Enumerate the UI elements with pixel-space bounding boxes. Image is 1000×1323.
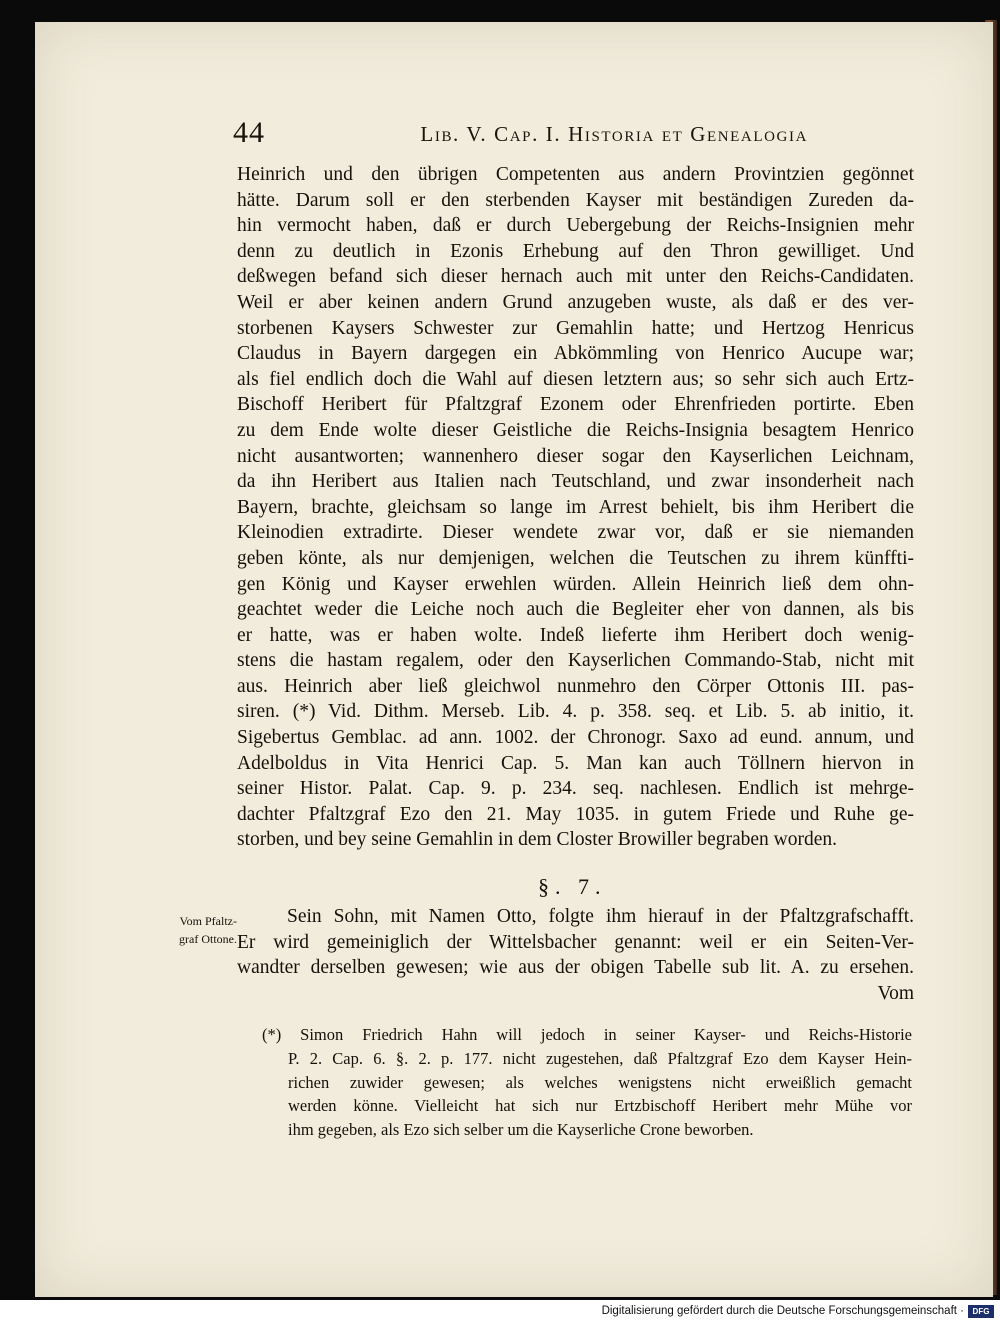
text-line: er hatte, was er haben wolte. Indeß lieferte ihm Heribert doch wenig- [237,624,914,646]
text-line: geben könte, als nur demjenigen, welchen die Teutschen zu ihrem künffti- [237,547,914,569]
text-line: Heinrich und den übrigen Competenten aus andern Provintzien gegönnet [237,164,914,185]
text-line: wandter derselben gewesen; wie aus der obigen Tabelle sub lit. A. zu ersehen. [237,957,914,979]
catchword: Vom [877,982,914,1004]
text-line: Bischoff Heribert für Pfaltzgraf Ezonem oder Ehrenfrieden portirte. Eben [237,394,914,416]
page-header [233,116,808,156]
footnote-line: richen zuwider gewesen; als welches wenigstens nicht erweißlich gemacht [288,1072,912,1092]
footnote-line: ihm gegeben, als Ezo sich selber um die Kayserliche Crone beworben. [288,1120,754,1140]
text-line: storbenen Kaysers Schwester zur Gemahlin hatte; und Hertzog Henricus [237,317,914,339]
text-line: seiner Histor. Palat. Cap. 9. p. 234. seq. nachlesen. Endlich ist mehrge- [237,778,914,800]
text-line: deßwegen befand sich dieser hernach auch mit unter den Reichs-Candidaten. [237,266,914,288]
text-line: hin vermocht haben, daß er durch Uebergebung der Reichs-Insignien mehr [237,215,914,237]
footnote-line: werden könne. Vielleicht hat sich nur Ertzbischoff Heribert mehr Mühe vor [288,1096,912,1116]
text-line: als fiel endlich doch die Wahl auf diesen letztern aus; so sehr sich auch Ertz- [237,368,914,390]
text-line: Adelboldus in Vita Henrici Cap. 5. Man kan auch Töllnern hiervon in [237,752,914,774]
margin-note-line: graf Ottone. [179,932,237,946]
footer-credit: Digitalisierung gefördert durch die Deutsche Forschungsgemeinschaft · [601,1305,964,1317]
page-number: 44 [233,116,265,149]
text-line: denn zu deutlich in Ezonis Erhebung auf den Thron gewilliget. Und [237,240,914,262]
text-line: dachter Pfaltzgraf Ezo den 21. May 1035. in gutem Friede und Ruhe ge- [237,803,914,825]
section-text [237,904,914,1006]
dfg-logo: DFG [968,1305,994,1318]
running-head: Lib. V. Cap. I. Historia et Genealogia [420,122,808,146]
text-line: hätte. Darum soll er den sterbenden Kayser mit beständigen Zureden da- [237,189,914,211]
text-line: Bayern, brachte, gleichsam so lange im Arrest behielt, bis ihm Heribert die [237,496,914,518]
footnote [262,1023,912,1142]
margin-note-line: Vom Pfaltz- [179,914,237,928]
text-line: aus. Heinrich aber ließ gleichwol nunmehro den Cörper Ottonis III. pas- [237,675,914,697]
text-line: Claudus in Bayern dargegen ein Abkömmling von Henrico Aucupe war; [237,343,914,365]
text-line: zu dem Ende wolte dieser Geistliche die Reichs-Insignia besagtem Henrico [237,419,914,441]
footer-bar [0,1300,1000,1323]
body-text [237,162,914,853]
text-line: Sigebertus Gemblac. ad ann. 1002. der Chronogr. Saxo ad eund. annum, und [237,727,914,749]
footnote-line: (*) Simon Friedrich Hahn will jedoch in seiner Kayser- und Reichs-Historie [262,1025,912,1044]
text-line: Weil er aber keinen andern Grund anzugeben wuste, als daß er des ver- [237,291,914,313]
text-line: da ihn Heribert aus Italien nach Teutschland, und zwar insonderheit nach [237,471,914,493]
text-line: siren. (*) Vid. Dithm. Merseb. Lib. 4. p. 358. seq. et Lib. 5. ab initio, it. [237,701,914,723]
text-line: Kleinodien extradirte. Dieser wendete zwar vor, daß er sie niemanden [237,522,914,544]
text-line: storben, und bey seine Gemahlin in dem Closter Browiller begraben worden. [237,829,838,851]
text-line: nicht ausantworten; wannenhero dieser sogar den Kayserlichen Leichnam, [237,445,914,467]
text-line: Er wird gemeiniglich der Wittelsbacher genannt: weil er ein Seiten-Ver- [237,931,914,953]
footnote-line: P. 2. Cap. 6. §. 2. p. 177. nicht zugestehen, daß Pfaltzgraf Ezo dem Kayser Hein- [288,1048,912,1068]
text-line: stens die hastam regalem, oder den Kayserlichen Commando-Stab, nicht mit [237,650,914,672]
text-line: Sein Sohn, mit Namen Otto, folgte ihm hierauf in der Pfaltzgrafschafft. [287,906,914,927]
margin-note [145,912,237,948]
text-line: gen König und Kayser erwehlen würden. Allein Heinrich ließ dem ohn- [237,573,914,595]
text-line: geachtet weder die Leiche noch auch die Begleiter eher von dannen, als bis [237,599,914,621]
section-heading: §. 7. [538,874,607,899]
